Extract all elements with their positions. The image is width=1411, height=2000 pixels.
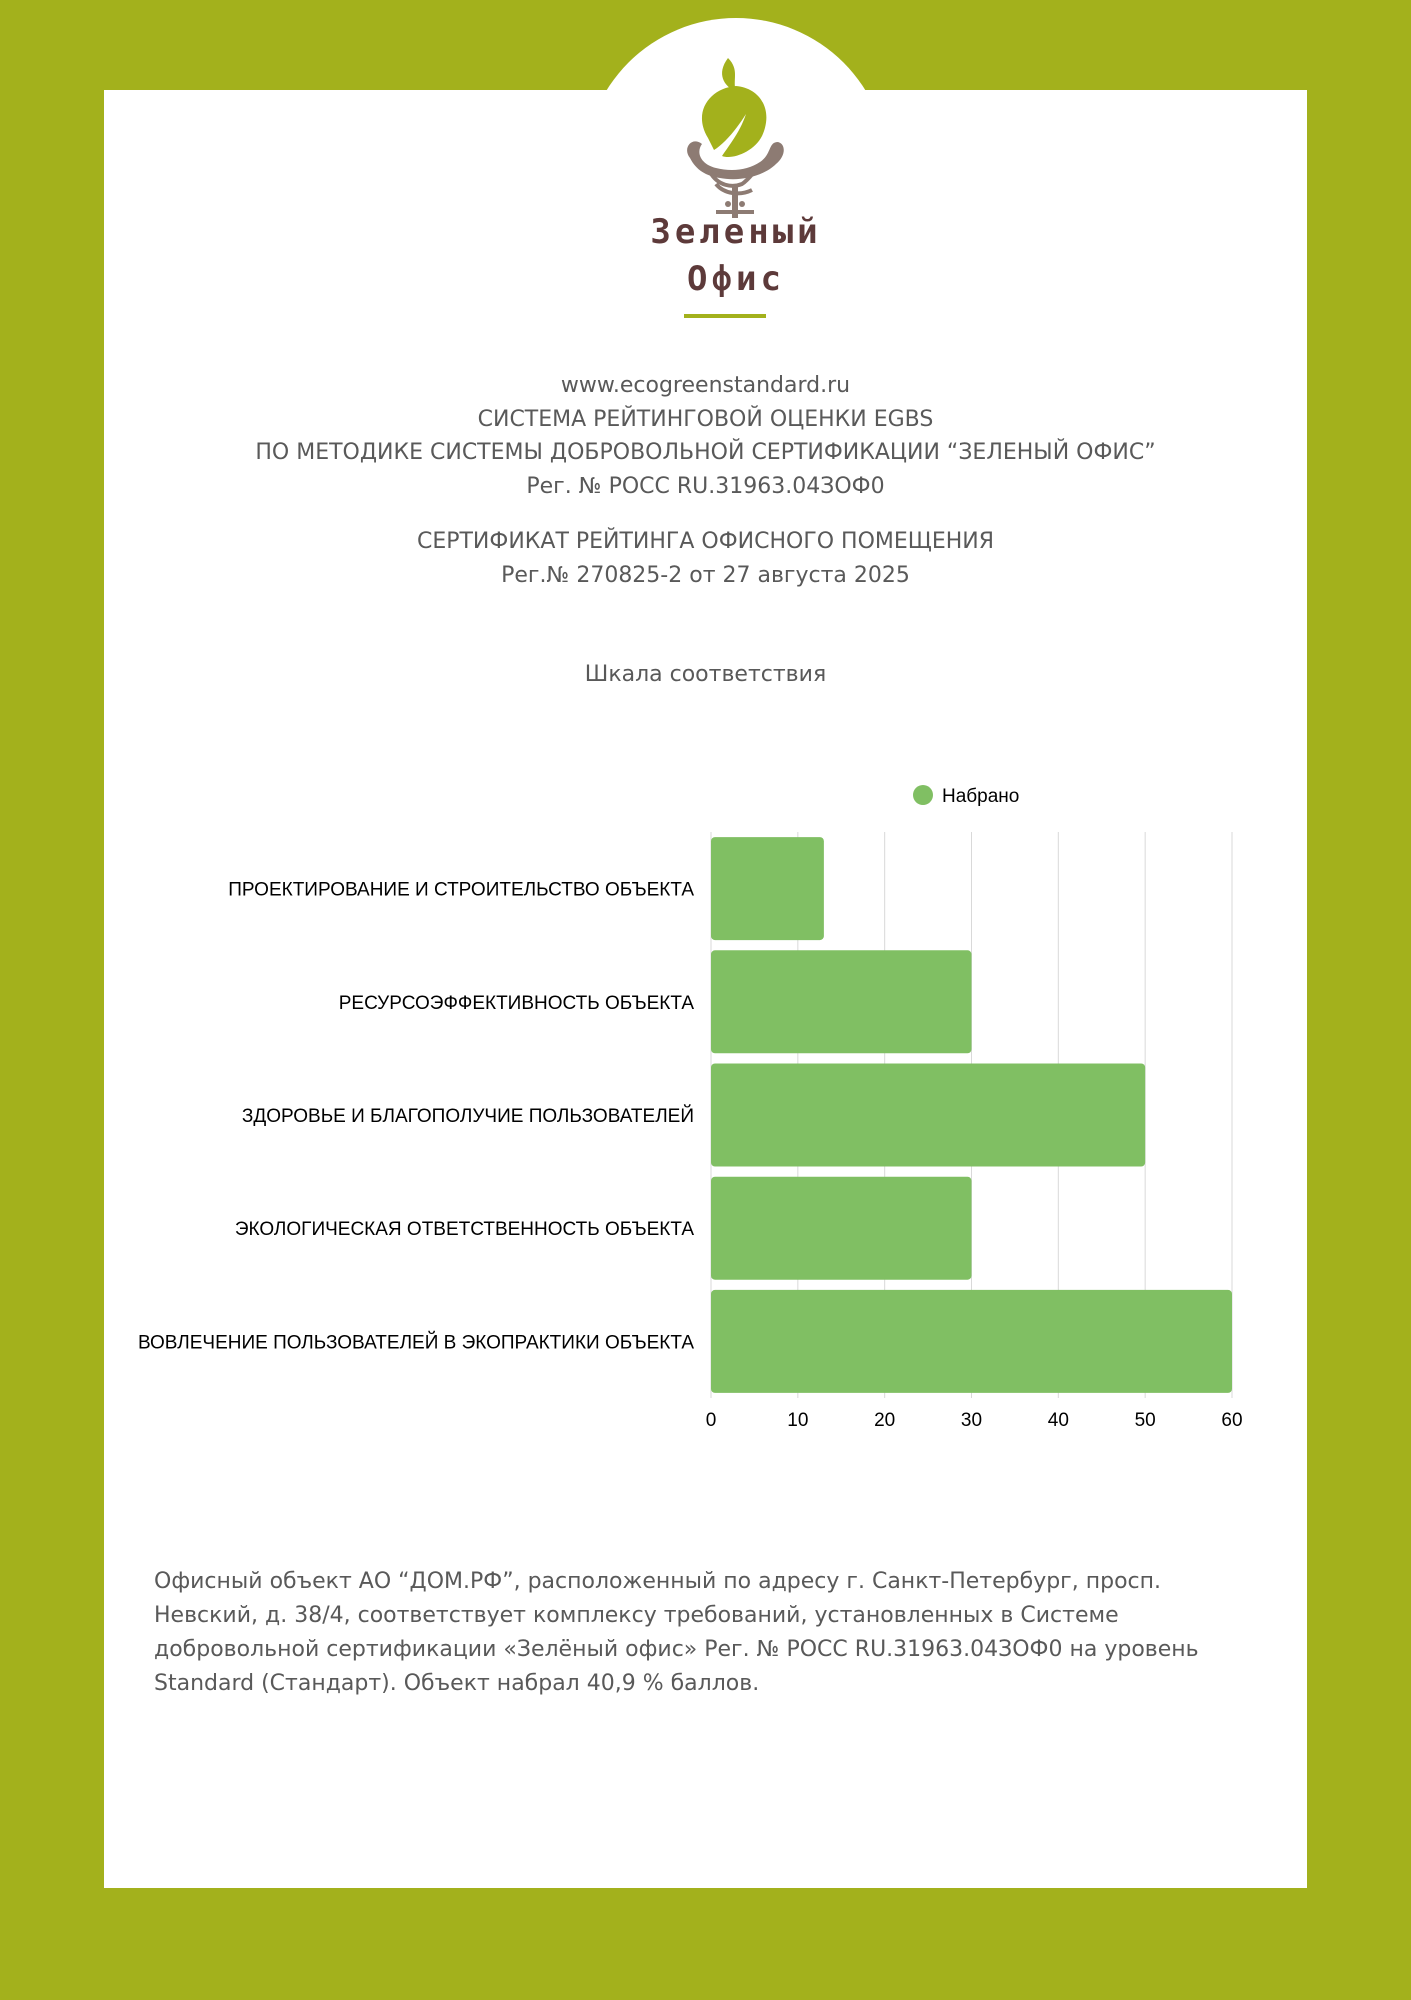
system-reg-number: Рег. № РОСС RU.31963.04ЗОФ0 [526,474,885,499]
x-tick-label: 0 [705,1410,717,1431]
bar [711,1064,1145,1167]
chart-title: Шкала соответствия [584,662,827,687]
system-title-line1: СИСТЕМА РЕЙТИНГОВОЙ ОЦЕНКИ EGBS [477,407,934,432]
bar [711,837,824,940]
category-label: ЗДОРОВЬЕ И БЛАГОПОЛУЧИЕ ПОЛЬЗОВАТЕЛЕЙ [241,1106,694,1127]
logo-text-line2: Офис [687,259,785,299]
conclusion-paragraph: Офисный объект АО “ДОМ.РФ”, расположенный по адресу г. Санкт-Петербург, просп. Невский, д. 38/4, соответствует комплексу требований, установленных в Системе добровольной сертификации «Зелёный офис» Рег. № РОСС RU.31963.04ЗОФ0 на уровень Standard (Стандарт). Объект набрал 40,9 % баллов. [154,1569,1199,1696]
legend-marker-icon [913,785,933,805]
certificate-reg-number: Рег.№ 270825-2 от 27 августа 2025 [501,563,910,588]
bar [711,1290,1232,1393]
x-tick-label: 50 [1134,1410,1156,1431]
x-tick-label: 60 [1221,1410,1243,1431]
x-tick-label: 20 [874,1410,896,1431]
logo-text-line1: Зеленый [650,212,822,252]
system-title-line2: ПО МЕТОДИКЕ СИСТЕМЫ ДОБРОВОЛЬНОЙ СЕРТИФИКАЦИИ “ЗЕЛЕНЫЙ ОФИС” [255,440,1156,465]
category-label: ВОВЛЕЧЕНИЕ ПОЛЬЗОВАТЕЛЕЙ В ЭКОПРАКТИКИ ОБЪЕКТА [137,1332,694,1354]
x-tick-label: 10 [787,1410,809,1431]
bar [711,1177,972,1280]
legend-label: Набрано [942,786,1020,807]
bar [711,950,972,1053]
category-label: ПРОЕКТИРОВАНИЕ И СТРОИТЕЛЬСТВО ОБЪЕКТА [228,879,694,901]
website-url: www.ecogreenstandard.ru [560,373,851,398]
x-tick-label: 30 [960,1410,983,1431]
x-tick-label: 40 [1047,1410,1069,1431]
category-label: РЕСУРСОЭФФЕКТИВНОСТЬ ОБЪЕКТА [338,992,694,1014]
certificate-title: СЕРТИФИКАТ РЕЙТИНГА ОФИСНОГО ПОМЕЩЕНИЯ [416,529,995,554]
category-label: ЭКОЛОГИЧЕСКАЯ ОТВЕТСТВЕННОСТЬ ОБЪЕКТА [234,1219,694,1241]
